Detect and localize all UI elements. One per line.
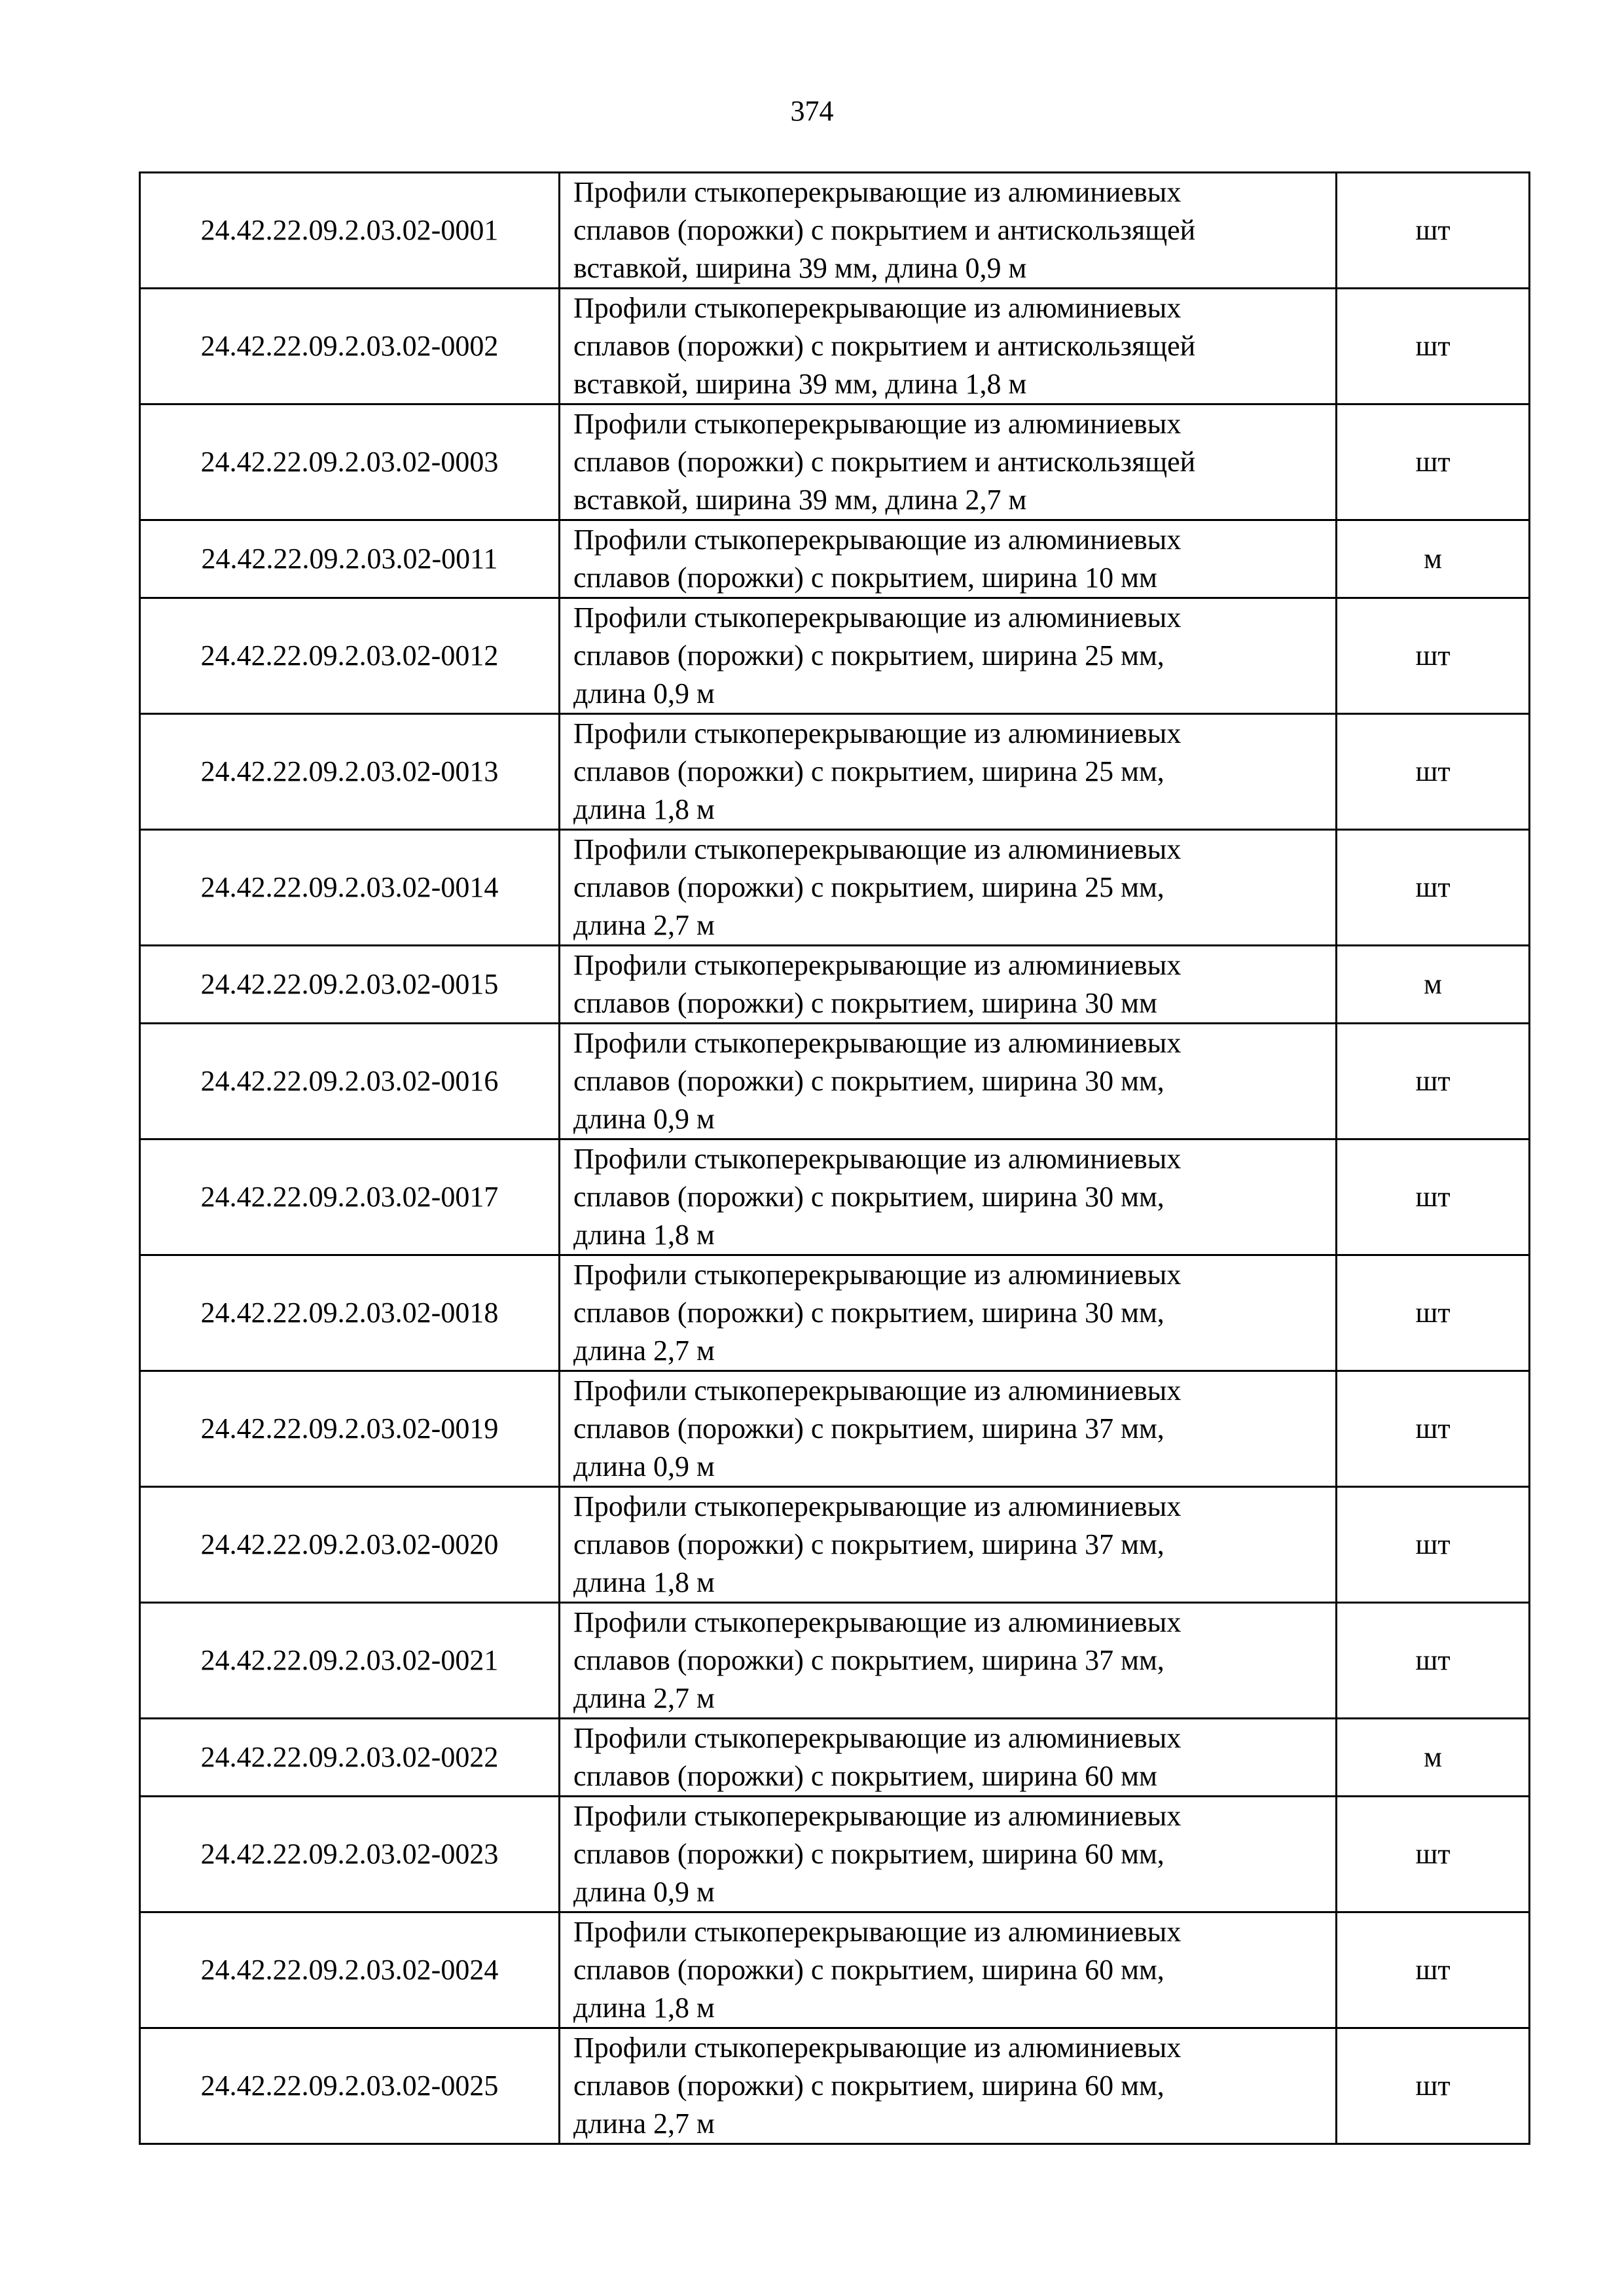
resource-code: 24.42.22.09.2.03.02-0017 xyxy=(140,1139,560,1255)
unit-of-measure: шт xyxy=(1337,1255,1530,1371)
unit-of-measure: шт xyxy=(1337,1371,1530,1487)
table-row xyxy=(140,1719,1530,1797)
table-row xyxy=(140,404,1530,520)
resource-name: Профили стыкоперекрывающие из алюминиевых сплавов (порожки) с покрытием и антискользящей вставкой, ширина 39 мм, длина 1,8 м xyxy=(560,289,1337,404)
resource-name: Профили стыкоперекрывающие из алюминиевых сплавов (порожки) с покрытием, ширина 60 мм, длина 2,7 м xyxy=(560,2028,1337,2144)
table-row xyxy=(140,1487,1530,1603)
unit-of-measure: шт xyxy=(1337,173,1530,289)
unit-of-measure: м xyxy=(1337,946,1530,1024)
resource-name: Профили стыкоперекрывающие из алюминиевых сплавов (порожки) с покрытием и антискользящей вставкой, ширина 39 мм, длина 2,7 м xyxy=(560,404,1337,520)
table-row xyxy=(140,173,1530,289)
resource-code: 24.42.22.09.2.03.02-0018 xyxy=(140,1255,560,1371)
unit-of-measure: шт xyxy=(1337,1797,1530,1912)
resource-name: Профили стыкоперекрывающие из алюминиевых сплавов (порожки) с покрытием, ширина 25 мм, длина 1,8 м xyxy=(560,714,1337,830)
unit-of-measure: шт xyxy=(1337,1603,1530,1719)
resource-code: 24.42.22.09.2.03.02-0015 xyxy=(140,946,560,1024)
table-row xyxy=(140,598,1530,714)
resource-code: 24.42.22.09.2.03.02-0002 xyxy=(140,289,560,404)
table-row xyxy=(140,1255,1530,1371)
unit-of-measure: шт xyxy=(1337,714,1530,830)
unit-of-measure: м xyxy=(1337,1719,1530,1797)
table-row xyxy=(140,289,1530,404)
table-row xyxy=(140,1024,1530,1139)
resource-name: Профили стыкоперекрывающие из алюминиевых сплавов (порожки) с покрытием, ширина 30 мм xyxy=(560,946,1337,1024)
resource-code: 24.42.22.09.2.03.02-0022 xyxy=(140,1719,560,1797)
resource-code: 24.42.22.09.2.03.02-0023 xyxy=(140,1797,560,1912)
resource-name: Профили стыкоперекрывающие из алюминиевых сплавов (порожки) с покрытием, ширина 60 мм, длина 1,8 м xyxy=(560,1912,1337,2028)
resource-code: 24.42.22.09.2.03.02-0001 xyxy=(140,173,560,289)
resource-code: 24.42.22.09.2.03.02-0021 xyxy=(140,1603,560,1719)
table-row xyxy=(140,2028,1530,2144)
unit-of-measure: шт xyxy=(1337,404,1530,520)
resource-name: Профили стыкоперекрывающие из алюминиевых сплавов (порожки) с покрытием, ширина 25 мм, длина 0,9 м xyxy=(560,598,1337,714)
table-row xyxy=(140,1139,1530,1255)
table-row xyxy=(140,714,1530,830)
resource-name: Профили стыкоперекрывающие из алюминиевых сплавов (порожки) с покрытием, ширина 25 мм, длина 2,7 м xyxy=(560,830,1337,946)
unit-of-measure: шт xyxy=(1337,1487,1530,1603)
resource-name: Профили стыкоперекрывающие из алюминиевых сплавов (порожки) с покрытием, ширина 30 мм, длина 2,7 м xyxy=(560,1255,1337,1371)
resource-name: Профили стыкоперекрывающие из алюминиевых сплавов (порожки) с покрытием, ширина 37 мм, длина 2,7 м xyxy=(560,1603,1337,1719)
table-row xyxy=(140,1912,1530,2028)
resource-name: Профили стыкоперекрывающие из алюминиевых сплавов (порожки) с покрытием, ширина 10 мм xyxy=(560,520,1337,598)
resource-code: 24.42.22.09.2.03.02-0014 xyxy=(140,830,560,946)
table-row xyxy=(140,1797,1530,1912)
resource-name: Профили стыкоперекрывающие из алюминиевых сплавов (порожки) с покрытием, ширина 37 мм, длина 0,9 м xyxy=(560,1371,1337,1487)
table-row xyxy=(140,1603,1530,1719)
unit-of-measure: шт xyxy=(1337,1139,1530,1255)
resource-code: 24.42.22.09.2.03.02-0003 xyxy=(140,404,560,520)
table-row xyxy=(140,1371,1530,1487)
resource-name: Профили стыкоперекрывающие из алюминиевых сплавов (порожки) с покрытием, ширина 60 мм, длина 0,9 м xyxy=(560,1797,1337,1912)
resource-code: 24.42.22.09.2.03.02-0020 xyxy=(140,1487,560,1603)
page-number: 374 xyxy=(790,95,834,127)
resource-table xyxy=(139,171,1530,2145)
unit-of-measure: шт xyxy=(1337,1024,1530,1139)
resource-code: 24.42.22.09.2.03.02-0024 xyxy=(140,1912,560,2028)
resource-code: 24.42.22.09.2.03.02-0016 xyxy=(140,1024,560,1139)
resource-code: 24.42.22.09.2.03.02-0011 xyxy=(140,520,560,598)
resource-code: 24.42.22.09.2.03.02-0019 xyxy=(140,1371,560,1487)
resource-code: 24.42.22.09.2.03.02-0013 xyxy=(140,714,560,830)
resource-name: Профили стыкоперекрывающие из алюминиевых сплавов (порожки) с покрытием, ширина 30 мм, длина 1,8 м xyxy=(560,1139,1337,1255)
table-row xyxy=(140,946,1530,1024)
resource-name: Профили стыкоперекрывающие из алюминиевых сплавов (порожки) с покрытием и антискользящей вставкой, ширина 39 мм, длина 0,9 м xyxy=(560,173,1337,289)
resource-name: Профили стыкоперекрывающие из алюминиевых сплавов (порожки) с покрытием, ширина 30 мм, длина 0,9 м xyxy=(560,1024,1337,1139)
resource-name: Профили стыкоперекрывающие из алюминиевых сплавов (порожки) с покрытием, ширина 37 мм, длина 1,8 м xyxy=(560,1487,1337,1603)
resource-code: 24.42.22.09.2.03.02-0012 xyxy=(140,598,560,714)
unit-of-measure: шт xyxy=(1337,830,1530,946)
resource-name: Профили стыкоперекрывающие из алюминиевых сплавов (порожки) с покрытием, ширина 60 мм xyxy=(560,1719,1337,1797)
unit-of-measure: шт xyxy=(1337,1912,1530,2028)
resource-code: 24.42.22.09.2.03.02-0025 xyxy=(140,2028,560,2144)
unit-of-measure: шт xyxy=(1337,598,1530,714)
unit-of-measure: шт xyxy=(1337,289,1530,404)
unit-of-measure: м xyxy=(1337,520,1530,598)
table-row xyxy=(140,520,1530,598)
unit-of-measure: шт xyxy=(1337,2028,1530,2144)
table-row xyxy=(140,830,1530,946)
